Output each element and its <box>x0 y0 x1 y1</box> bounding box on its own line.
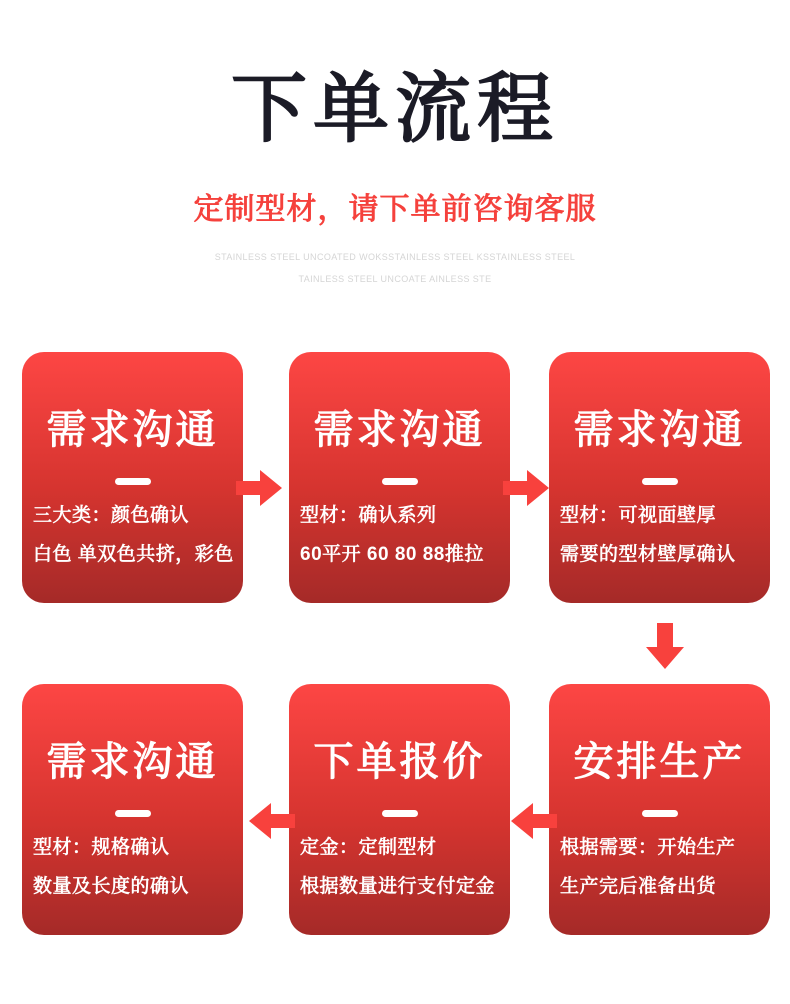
flow-card-5-title: 下单报价 <box>313 740 486 784</box>
page-subtitle: 定制型材，请下单前咨询客服 <box>193 193 597 226</box>
flow-card-2 <box>289 352 510 603</box>
flow-card-6 <box>549 684 770 935</box>
dash-divider <box>115 478 151 485</box>
flow-card-5 <box>289 684 510 935</box>
arrow-left-icon <box>511 803 557 839</box>
page-title: 下单流程 <box>231 67 559 152</box>
flow-card-3 <box>549 352 770 603</box>
flow-card-2-title: 需求沟通 <box>313 408 486 452</box>
dash-divider <box>642 478 678 485</box>
flow-card-4-line1: 型材：规格确认 <box>33 837 170 858</box>
flow-card-4-line2: 数量及长度的确认 <box>33 876 190 897</box>
flow-card-4-title: 需求沟通 <box>46 740 219 784</box>
flow-card-1 <box>22 352 243 603</box>
flow-card-3-line1: 型材：可视面壁厚 <box>560 505 717 526</box>
watermark-line-1: STAINLESS STEEL UNCOATED WOKSSTAINLESS STEEL KSSTAINLESS STEEL <box>214 252 576 262</box>
dash-divider <box>642 810 678 817</box>
arrow-right-icon <box>236 470 282 506</box>
dash-divider <box>115 810 151 817</box>
flow-card-1-line2: 白色 单双色共挤，彩色 <box>33 544 234 565</box>
dash-divider <box>382 478 418 485</box>
flow-card-3-title: 需求沟通 <box>573 408 746 452</box>
flow-card-3-line2: 需要的型材壁厚确认 <box>560 544 736 565</box>
arrow-right-icon <box>503 470 549 506</box>
flow-card-1-line1: 三大类：颜色确认 <box>33 505 190 526</box>
arrow-left-icon <box>249 803 295 839</box>
flow-card-6-line2: 生产完后准备出货 <box>560 876 717 897</box>
flow-card-6-title: 安排生产 <box>573 740 746 784</box>
flow-card-2-line1: 型材：确认系列 <box>300 505 437 526</box>
flow-card-1-title: 需求沟通 <box>46 408 219 452</box>
watermark-line-2: TAINLESS STEEL UNCOATE AINLESS STE <box>298 274 492 284</box>
dash-divider <box>382 810 418 817</box>
flow-card-5-line1: 定金：定制型材 <box>300 837 437 858</box>
flow-card-5-line2: 根据数量进行支付定金 <box>300 876 496 897</box>
flow-card-6-line1: 根据需要：开始生产 <box>560 837 736 858</box>
flow-card-2-line2: 60平开 60 80 88推拉 <box>300 544 484 565</box>
arrow-down-icon <box>646 623 684 669</box>
flow-card-4 <box>22 684 243 935</box>
